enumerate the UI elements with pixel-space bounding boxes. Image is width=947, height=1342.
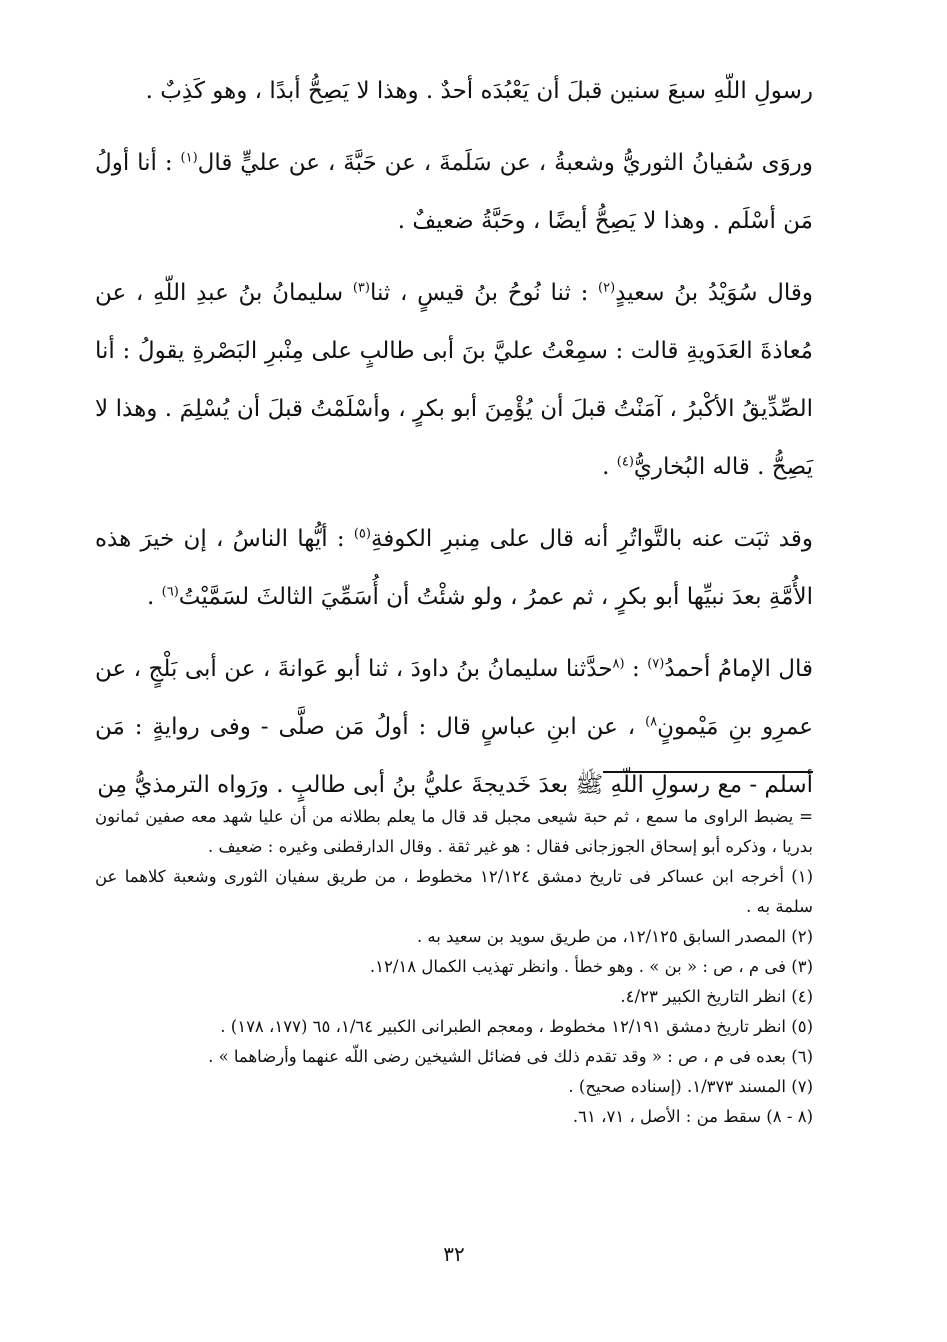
footnote-ref-2[interactable]: (٢) — [598, 280, 616, 296]
paragraph-5: قال الإمامُ أحمدُ$^{(٧)}$ : $^{(٨}$حدَّثنا سليمانُ بنُ داودَ ، ثنا أبو عَوانةَ ، عن أبى بَلْجٍ ، عن عمرِو بنِ مَيْمونٍ$^{٨)}$ ، عن ابنِ عباسٍ قال : أولُ مَن صلَّى - وفى روايةٍ : مَن أسلم - مع رسولِ اللّهِ ﷺ بعدَ خَديجةَ عليُّ بنُ أبى طالبٍ . ورَواه الترمذيُّ مِن — [95, 656, 813, 798]
footnote-ref-8-open[interactable]: (٨ — [612, 656, 625, 672]
footnote-6: (٦) بعده فى م ، ص : « وقد تقدم ذلك فى فضائل الشيخين رضى اللّه عنهما وأرضاهما » . — [208, 1047, 813, 1066]
footnote-ref-3[interactable]: (٣) — [352, 280, 370, 296]
footnote-5: (٥) انظر تاريخ دمشق ١٢/١٩١ مخطوط ، ومعجم الطبرانى الكبير ١/٦٤، ٦٥ (١٧٧، ١٧٨) . — [220, 1017, 813, 1036]
paragraph-3: وقال سُوَيْدُ بنُ سعيدٍ$^{(٢)}$ : ثنا نُوحُ بنُ قيسٍ ، ثنا$^{(٣)}$ سليمانُ بنُ عبدِ اللّهِ ، عن مُعاذةَ العَدَويةِ قالت : سمِعْتُ عليَّ بنَ أبى طالبٍ على مِنْبرِ البَصْرةِ يقولُ : أنا الصِّدِّيقُ الأكْبرُ ، آمَنْتُ قبلَ أن يُؤْمِنَ أبو بكرٍ ، وأسْلَمْتُ قبلَ أن يُسْلِمَ . وهذا لا يَصِحُّ . قاله البُخاريُّ$^{(٤)}$ . — [95, 280, 813, 480]
footnote-3: (٣) فى م ، ص : « بن » . وهو خطأ . وانظر تهذيب الكمال ١٢/١٨. — [369, 957, 813, 976]
footnote-8: (٨ - ٨) سقط من : الأصل ، ٧١، ٦١. — [572, 1107, 813, 1126]
book-page — [95, 62, 813, 1282]
paragraph-4: وقد ثبَت عنه بالتَّواتُرِ أنه قال على مِنبرِ الكوفةِ$^{(٥)}$ : أيُّها الناسُ ، إن خيرَ هذه الأُمَّةِ بعدَ نبيِّها أبو بكرٍ ، ثم عمرُ ، ولو شئْتُ أن أُسَمِّيَ الثالثَ لسَمَّيْتُ$^{(٦)}$ . — [95, 526, 813, 610]
footnote-1: (١) أخرجه ابن عساكر فى تاريخ دمشق ١٢/١٢٤ مخطوط ، من طريق سفيان الثورى وشعبة كلاهما عن سلمة به . — [95, 867, 813, 916]
footnote-ref-1[interactable]: (١) — [180, 150, 198, 166]
footnote-2: (٢) المصدر السابق ١٢/١٢٥، من طريق سويد بن سعيد به . — [416, 927, 813, 946]
footnotes-section — [95, 802, 813, 1132]
paragraph-1: رسولِ اللّهِ سبعَ سنين قبلَ أن يَعْبُدَه أحدٌ . وهذا لا يَصِحُّ أبدًا ، وهو كَذِبٌ . — [145, 78, 813, 104]
main-text — [95, 62, 813, 814]
footnote-ref-4[interactable]: (٤) — [616, 454, 634, 470]
footnote-divider — [603, 771, 813, 773]
footnote-ref-7[interactable]: (٧) — [647, 656, 665, 672]
footnote-4: (٤) انظر التاريخ الكبير ٤/٢٣. — [620, 987, 813, 1006]
footnote-continuation: = يضبط الراوى ما سمع ، ثم حبة شيعى مجبل قد قال ما يعلم بطلانه من أن عليا شهد معه صفين ثمانون بدريا ، وذكره أبو إسحاق الجوزجانى فقال : هو غير ثقة . وقال الدارقطنى وغيره : ضعيف . — [95, 807, 813, 856]
page-number: ٣٢ — [443, 1242, 465, 1266]
footnote-ref-6[interactable]: (٦) — [161, 584, 179, 600]
paragraph-2: وروَى سُفيانُ الثوريُّ وشعبةُ ، عن سَلَمةَ ، عن حَبَّةَ ، عن عليٍّ قال$^{(١)}$ : أنا أولُ مَن أسْلَم . وهذا لا يَصِحُّ أيضًا ، وحَبَّةُ ضعيفٌ . — [95, 150, 813, 234]
footnote-ref-5[interactable]: (٥) — [353, 526, 371, 542]
footnote-ref-8-close[interactable]: ٨) — [645, 714, 658, 730]
footnote-7: (٧) المسند ١/٣٧٣. (إسناده صحيح) . — [568, 1077, 813, 1096]
